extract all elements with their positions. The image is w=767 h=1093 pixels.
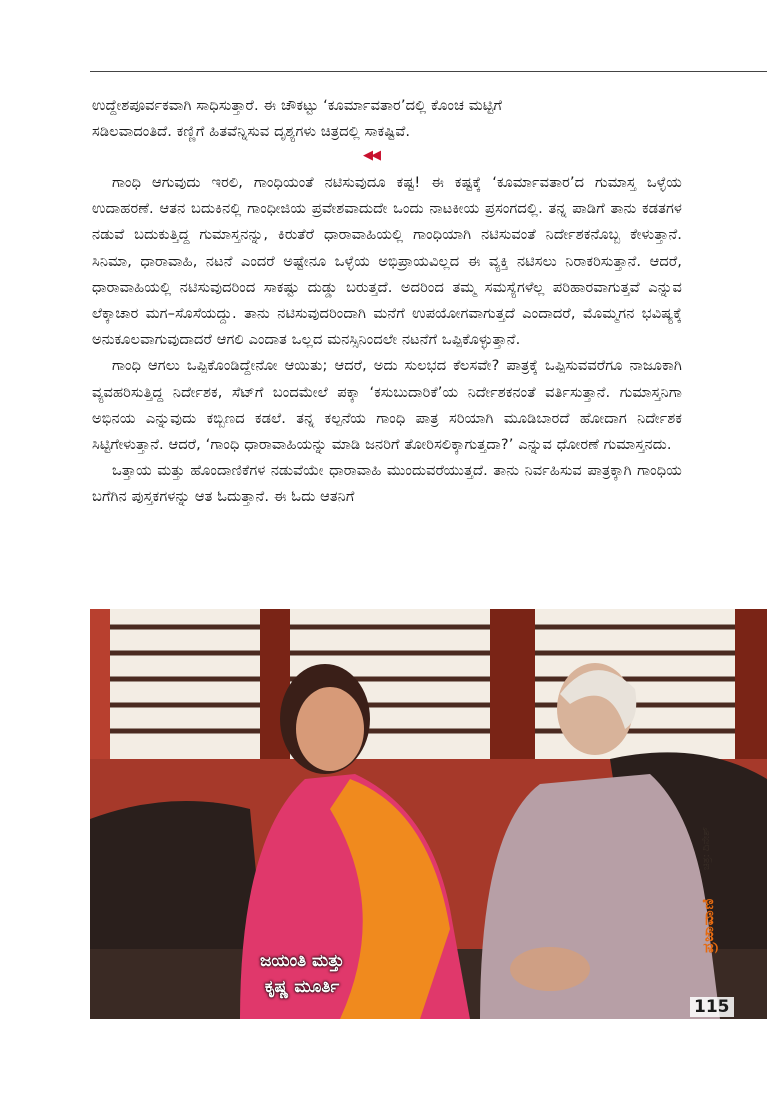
caption-line-2: ಕೃಷ್ಣ ಮೂರ್ತಿ <box>264 977 340 997</box>
intro-paragraph <box>92 93 682 145</box>
article-body <box>92 170 682 511</box>
paragraph-3: ಒತ್ತಾಯ ಮತ್ತು ಹೊಂದಾಣಿಕೆಗಳ ನಡುವೆಯೇ ಧಾರಾವಾಹಿ ಮುಂದುವರೆಯುತ್ತದೆ. ತಾನು ನಿರ್ವಹಿಸುವ ಪಾತ್ರಕ್ಕಾಗಿ ಗಾಂಧಿಯ ಬಗೆಗಿನ ಪುಸ್ತಕಗಳನ್ನು ಆತ ಓದುತ್ತಾನೆ. ಈ ಓದು ಆತನಿಗೆ <box>92 462 682 506</box>
page-number: 115 <box>690 997 734 1017</box>
intro-line-2: ಸಡಿಲವಾದಂತಿದೆ. ಕಣ್ಣಿಗೆ ಹಿತವೆನ್ನಿಸುವ ದೃಶ್ಯಗಳು ಚಿತ್ರದಲ್ಲಿ ಸಾಕಷ್ಟಿವೆ. <box>92 123 411 141</box>
publication-mark: ಪ್ರಜಾವಾಣಿ <box>699 897 717 953</box>
photo-credit: ಚಿತ್ರ: ದಿನೇಶ್ <box>701 826 712 870</box>
photo-caption <box>232 948 372 1000</box>
top-rule <box>90 71 767 72</box>
photo-jayanthi-and-krishnamurthy <box>90 609 767 1019</box>
caption-line-1: ಜಯಂತಿ ಮತ್ತು <box>259 951 345 971</box>
paragraph-1: ಗಾಂಧಿ ಆಗುವುದು ಇರಲಿ, ಗಾಂಧಿಯಂತೆ ನಟಿಸುವುದೂ ಕಷ್ಟ! ಈ ಕಷ್ಟಕ್ಕೆ ‘ಕೂರ್ಮಾವತಾರ’ದ ಗುಮಾಸ್ತ ಒಳ್ಳೆಯ ಉದಾಹರಣೆ. ಆತನ ಬದುಕಿನಲ್ಲಿ ಗಾಂಧೀಜಿಯ ಪ್ರವೇಶವಾದುದೇ ಒಂದು ನಾಟಕೀಯ ಪ್ರಸಂಗದಲ್ಲಿ. ತನ್ನ ಪಾಡಿಗೆ ತಾನು ಕಡತಗಳ ನಡುವೆ ಬದುಕುತ್ತಿದ್ದ ಗುಮಾಸ್ತನನ್ನು, ಕಿರುತೆರೆ ಧಾರಾವಾಹಿಯಲ್ಲಿ ಗಾಂಧಿಯಾಗಿ ನಟಿಸುವಂತೆ ನಿರ್ದೇಶಕನೊಬ್ಬ ಕೇಳುತ್ತಾನೆ. ಸಿನಿಮಾ, ಧಾರಾವಾಹಿ, ನಟನೆ ಎಂದರೆ ಅಷ್ಟೇನೂ ಒಳ್ಳೆಯ ಅಭಿಪ್ರಾಯವಿಲ್ಲದ ಈ ವ್ಯಕ್ತಿ ನಟಿಸಲು ನಿರಾಕರಿಸುತ್ತಾನೆ. ಆದರೆ, ಧಾರಾವಾಹಿಯಲ್ಲಿ ನಟಿಸುವುದರಿಂದ ಸಾಕಷ್ಟು ದುಡ್ಡು ಬರುತ್ತದೆ. ಅದರಿಂದ ತಮ್ಮ ಸಮಸ್ಯೆಗಳೆಲ್ಲ ಪರಿಹಾರವಾಗುತ್ತವೆ ಎನ್ನುವ ಲೆಕ್ಕಾಚಾರ ಮಗ–ಸೊಸೆಯದ್ದು. ತಾನು ನಟಿಸುವುದರಿಂದಾಗಿ ಮನೆಗೆ ಉಪಯೋಗವಾಗುತ್ತದೆ ಎಂದಾದರೆ, ಮೊಮ್ಮಗನ ಭವಿಷ್ಯಕ್ಕೆ ಅನುಕೂಲವಾಗುವುದಾದರೆ ಆಗಲಿ ಎಂದಾತ ಒಲ್ಲದ ಮನಸ್ಸಿನಿಂದಲೇ ನಟನೆಗೆ ಒಪ್ಪಿಕೊಳ್ಳುತ್ತಾನೆ. <box>92 174 682 349</box>
section-divider-icon: ◀◀ <box>363 148 379 163</box>
intro-line-1: ಉದ್ದೇಶಪೂರ್ವಕವಾಗಿ ಸಾಧಿಸುತ್ತಾರೆ. ಈ ಚೌಕಟ್ಟು ‘ಕೂರ್ಮಾವತಾರ’ದಲ್ಲಿ ಕೊಂಚ ಮಟ್ಟಿಗೆ <box>92 97 503 114</box>
paragraph-2: ಗಾಂಧಿ ಆಗಲು ಒಪ್ಪಿಕೊಂಡಿದ್ದೇನೋ ಆಯಿತು; ಆದರೆ, ಅದು ಸುಲಭದ ಕೆಲಸವೇ? ಪಾತ್ರಕ್ಕೆ ಒಪ್ಪಿಸುವವರೆಗೂ ನಾಜೂಕಾಗಿ ವ್ಯವಹರಿಸುತ್ತಿದ್ದ ನಿರ್ದೇಶಕ, ಸೆಟ್‌ಗೆ ಬಂದಮೇಲೆ ಪಕ್ಕಾ ‘ಕಸುಬುದಾರಿಕೆ’ಯ ನಿರ್ದೇಶಕನಂತೆ ವರ್ತಿಸುತ್ತಾನೆ. ಗುಮಾಸ್ತನಿಗಾ ಅಭಿನಯ ಎನ್ನುವುದು ಕಬ್ಬಿಣದ ಕಡಲೆ. ತನ್ನ ಕಲ್ಪನೆಯ ಗಾಂಧಿ ಪಾತ್ರ ಸರಿಯಾಗಿ ಮೂಡಿಬಾರದೆ ಹೋದಾಗ ನಿರ್ದೇಶಕ ಸಿಟ್ಟಿಗೇಳುತ್ತಾನೆ. ಆದರೆ, ‘ಗಾಂಧಿ ಧಾರಾವಾಹಿಯನ್ನು ಮಾಡಿ ಜನರಿಗೆ ತೋರಿಸಲಿಕ್ಕಾಗುತ್ತದಾ?’ ಎನ್ನುವ ಧೋರಣೆ ಗುಮಾಸ್ತನದು. <box>92 357 682 454</box>
